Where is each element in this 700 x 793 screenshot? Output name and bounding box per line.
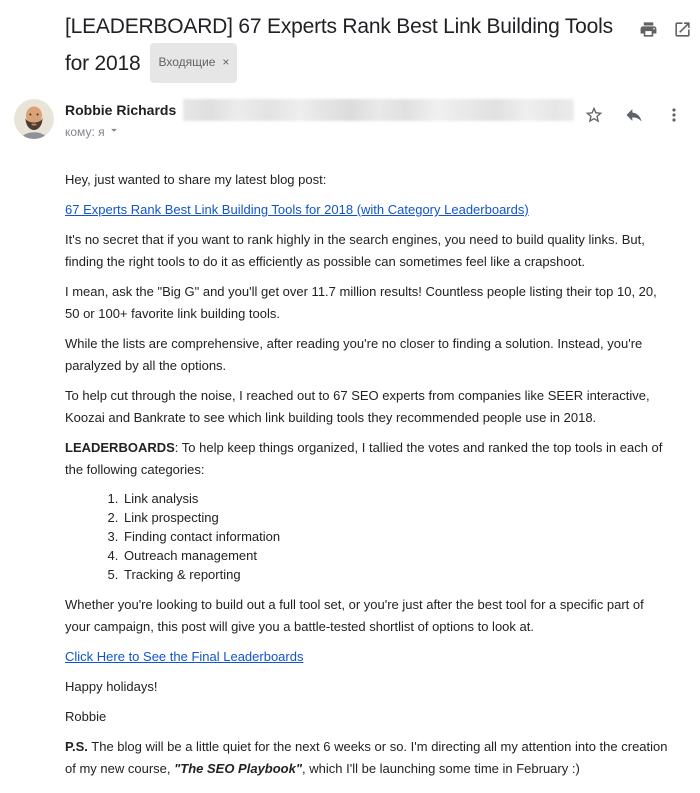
email-subject: [65, 10, 613, 83]
chevron-down-icon: [107, 123, 121, 140]
blog-post-link[interactable]: 67 Experts Rank Best Link Building Tools for 2018 (with Category Leaderboards): [65, 202, 529, 217]
sender-name: Robbie Richards: [65, 102, 177, 118]
open-in-new-icon: [673, 27, 692, 42]
star-icon: [584, 113, 604, 128]
open-in-new-button[interactable]: [673, 20, 692, 39]
paragraph-big-g: I mean, ask the "Big G" and you'll get over 11.7 million results! Countless people listing their top 10, 20, 50 or 100+ favorite link building tools.: [65, 284, 657, 321]
reply-icon: [624, 113, 644, 128]
subject-row: [0, 0, 700, 83]
paragraph-happy-holidays: Happy holidays!: [65, 679, 158, 694]
message-actions: [574, 99, 692, 125]
paragraph-noise: To help cut through the noise, I reached out to 67 SEO experts from companies like SEER interactive, Koozai and Bankrate to see which link building tools they recommended people use in 2018.: [65, 388, 650, 425]
to-line-text: кому: я: [65, 124, 105, 139]
print-icon: [639, 27, 658, 42]
ps-text-1: The blog will be a little quiet for the next 6 weeks or so. I'm directing all my attention into the creation of my new course,: [65, 739, 668, 776]
recipient-details-toggle[interactable]: [65, 123, 121, 140]
paragraph-intro: Hey, just wanted to share my latest blog post:: [65, 172, 327, 187]
email-body: [0, 140, 700, 780]
print-button[interactable]: [639, 20, 658, 39]
more-vert-icon: [664, 113, 684, 128]
ps-text-2: , which I'll be launching some time in February :): [302, 761, 580, 776]
categories-list: [65, 489, 670, 584]
sender-avatar[interactable]: [14, 99, 54, 139]
avatar-image: [14, 99, 54, 139]
final-leaderboards-link[interactable]: Click Here to See the Final Leaderboards: [65, 649, 304, 664]
label-remove-icon[interactable]: ×: [222, 55, 230, 69]
list-item: 5. Tracking & reporting: [122, 565, 670, 584]
redacted-email: [183, 99, 574, 121]
paragraph-whether: Whether you're looking to build out a full tool set, or you're just after the best tool for a specific part of your campaign, this post will give you a battle-tested shortlist of options to look at.: [65, 597, 644, 634]
leaderboards-rest-text: : To help keep things organized, I tallied the votes and ranked the top tools in each of the following categories:: [65, 440, 663, 477]
leaderboards-bold-text: LEADERBOARDS: [65, 440, 175, 455]
paragraph-lists: While the lists are comprehensive, after reading you're no closer to finding a solution. Instead, you're paralyzed by all the options.: [65, 336, 643, 373]
list-item: 2. Link prospecting: [122, 508, 670, 527]
paragraph-ps: [65, 736, 670, 780]
inbox-label-chip[interactable]: [150, 43, 237, 83]
sender-info: [65, 99, 574, 140]
list-item: 3. Finding contact information: [122, 527, 670, 546]
paragraph-leaderboards: [65, 437, 670, 481]
more-options-button[interactable]: [664, 105, 684, 125]
reply-button[interactable]: [624, 105, 644, 125]
subject-text: [LEADERBOARD] 67 Experts Rank Best Link Building Tools for 2018: [65, 15, 613, 75]
subject-actions: [639, 10, 692, 39]
list-item: 4. Outreach management: [122, 546, 670, 565]
paragraph-no-secret: It's no secret that if you want to rank highly in the search engines, you need to build quality links. But, finding the right tools to do it as efficiently as possible can sometimes feel like a crapshoot.: [65, 232, 645, 269]
list-item: 1. Link analysis: [122, 489, 670, 508]
paragraph-final-link: [65, 646, 670, 668]
ps-course-title: "The SEO Playbook": [174, 761, 303, 776]
sender-row: [0, 83, 700, 140]
paragraph-post-link: [65, 199, 670, 221]
ps-bold-text: P.S.: [65, 739, 88, 754]
star-button[interactable]: [584, 105, 604, 125]
paragraph-signature: Robbie: [65, 709, 107, 724]
sender-line: [65, 99, 574, 121]
inbox-label-text: Входящие: [158, 55, 216, 69]
